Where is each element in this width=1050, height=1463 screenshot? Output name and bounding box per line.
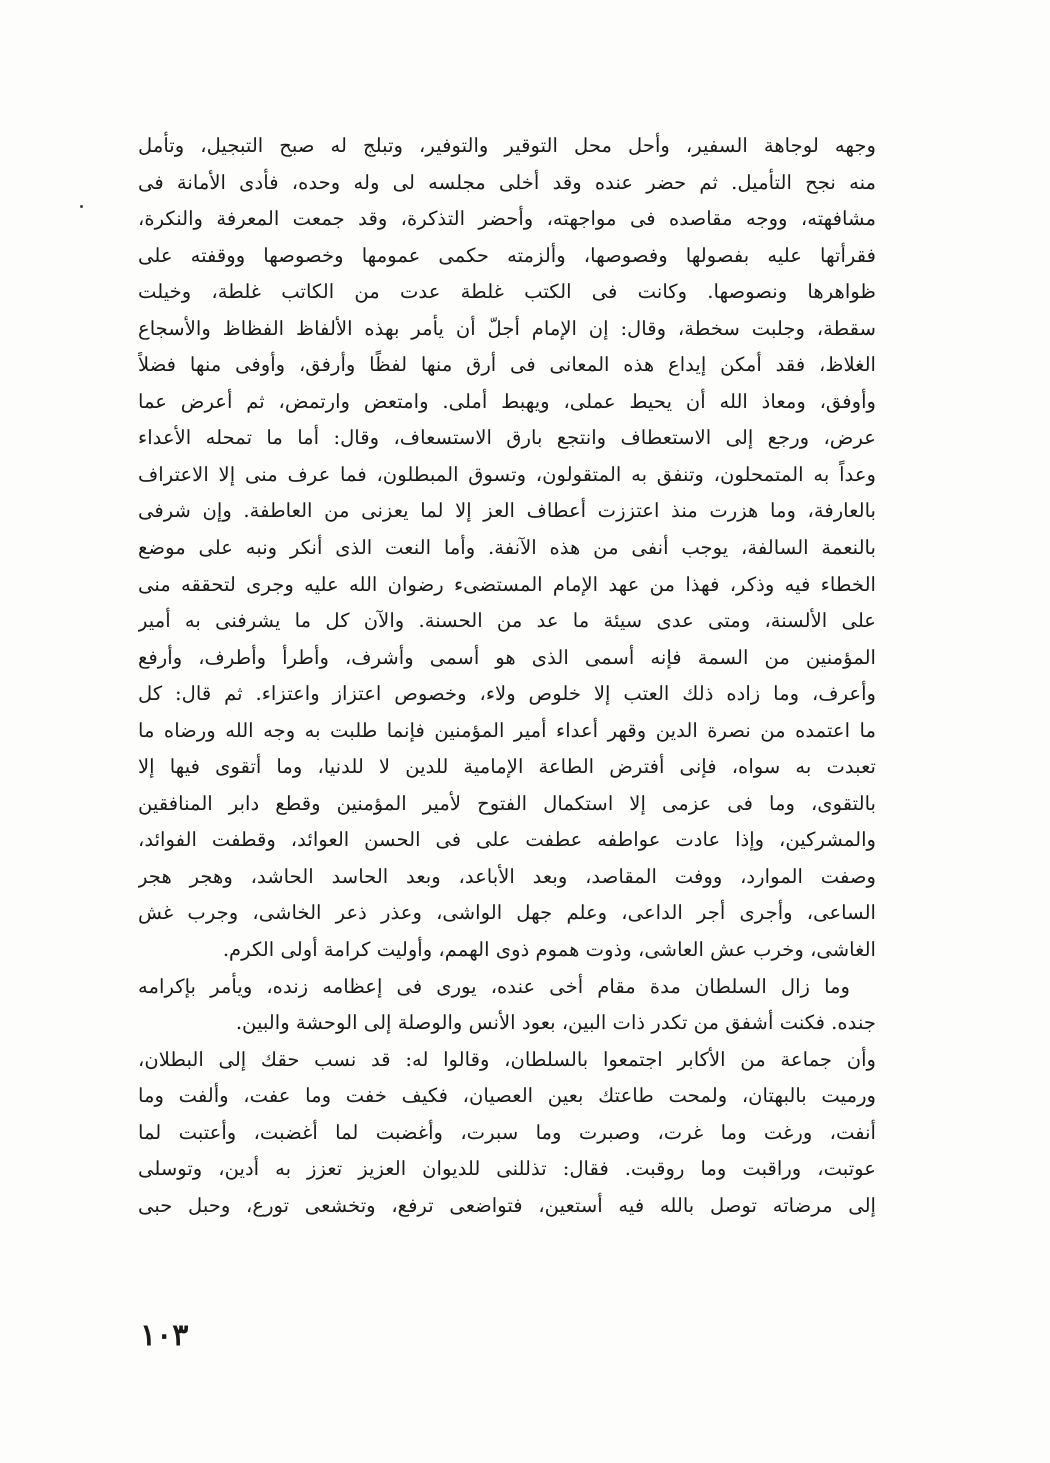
- text-line: وما زال السلطان مدة مقام أخى عنده، يورى فى إعظامه زنده، ويأمر بإكرامه: [138, 974, 850, 998]
- text-line: إلى مرضاته توصل بالله فيه أستعين، فتواضعى ترفع، وتخشعى تورع، وحبل حبى: [138, 1193, 876, 1217]
- text-line: وأن جماعة من الأكابر اجتمعوا بالسلطان، وقالوا له: قد نسب حقك إلى البطلان،: [138, 1047, 876, 1071]
- text-line: تعبدت به سواه، فإنى أفترض الطاعة الإمامية للدين لا للدنيا، وما أتقوى فيها إلا: [138, 755, 876, 779]
- text-line: الغاشى، وخرب عش العاشى، وذوت هموم ذوى الهمم، وأوليت كرامة أولى الكرم.: [222, 938, 876, 962]
- text-line: عرض، ورجع إلى الاستعطاف وانتجع بارق الاستسعاف، وقال: أما ما تمحله الأعداء: [138, 426, 876, 450]
- text-line: أنفت، ورغت وما غرت، وصبرت وما سبرت، وأغضبت لما أغضبت، وأعتبت لما: [138, 1120, 876, 1144]
- text-line: وأعرف، وما زاده ذلك العتب إلا خلوص ولاء، وخصوص اعتزاز واعتزاء. ثم قال: كل: [138, 682, 876, 706]
- text-line: وصفت الموارد، ووفت المقاصد، وبعد الأباعد، وبعد الحاسد الحاشد، وهجر هجر: [138, 864, 876, 888]
- text-line: والمشركين، وإذا عادت عواطفه عطفت على فى الحسن العوائد، وقطفت الفوائد،: [138, 828, 876, 852]
- text-line: المؤمنين من السمة فإنه أسمى الذى هو أسمى وأشرف، وأطرأ وأطرف، وأرفع: [138, 645, 876, 669]
- text-line: سقطة، وجلبت سخطة، وقال: إن الإمام أجلّ أن يأمر بهذه الألفاظ الفظاظ والأسجاع: [138, 316, 876, 340]
- text-line: بالنعمة السالفة، يوجب أنفى من هذه الآنفة. وأما النعت الذى أنكر ونبه على موضع: [138, 536, 876, 560]
- text-line: الغلاظ، فقد أمكن إيداع هذه المعانى فى أرق منها لفظًا وأرفق، وأوفى منها فضلاً: [138, 353, 876, 377]
- text-line: الخطاء فيه وذكر، فهذا من عهد الإمام المستضىء رضوان الله عليه وجرى لتحققه منى: [138, 572, 876, 596]
- text-line: منه نجح التأميل. ثم حضر عنده وقد أخلى مجلسه لى وله وحده، فأدى الأمانة فى: [138, 170, 876, 194]
- text-line: ظواهرها ونصوصها. وكانت فى الكتب غلطة عدت من الكاتب غلطة، وخيلت: [138, 280, 876, 304]
- body-text: [138, 128, 876, 1224]
- text-line: مشافهته، ووجه مقاصده فى مواجهته، وأحضر التذكرة، وقد جمعت المعرفة والنكرة،: [138, 207, 876, 231]
- text-line: ما اعتمده من نصرة الدين وقهر أعداء أمير المؤمنين فإنما طلبت به وجه الله ورضاه ما: [138, 718, 876, 742]
- text-line: على الألسنة، ومتى عدى سيئة ما عد من الحسنة. والآن كل ما يشرفنى به أمير: [138, 609, 876, 633]
- text-line: جنده. فكنت أشفق من تكدر ذات البين، بعود الأنس والوصلة إلى الوحشة والبين.: [235, 1011, 876, 1035]
- text-line: عوتبت، وراقبت وما روقبت. فقال: تذللنى للديوان العزيز تعزز به أدين، وتوسلى: [138, 1157, 876, 1181]
- scan-speck: [80, 205, 83, 208]
- text-line: الساعى، وأجرى أجر الداعى، وعلم جهل الواشى، وعذر ذعر الخاشى، وجرب غش: [138, 901, 876, 925]
- text-line: فقرأتها عليه بفصولها وفصوصها، وألزمته حكمى عمومها وخصوصها ووقفته على: [138, 243, 876, 267]
- text-line: بالتقوى، وما فى عزمى إلا استكمال الفتوح لأمير المؤمنين وقطع دابر المنافقين: [138, 791, 876, 815]
- page-number: ١٠٣: [140, 1318, 189, 1353]
- text-line: وعداً به المتمحلون، وتنفق به المتقولون، وتسوق المبطلون، فما عرف منى إلا الاعتراف: [138, 462, 876, 486]
- text-line: وأوفق، ومعاذ الله أن يحيط عملى، ويهبط أملى. وامتعض وارتمض، ثم أعرض عما: [138, 389, 876, 413]
- text-line: وجهه لوجاهة السفير، وأحل محل التوقير والتوفير، وتبلج له صبح التبجيل، وتأمل: [138, 134, 876, 157]
- text-line: بالعارفة، وما هزرت منذ اعتززت أعطاف العز إلا لما يعزنى من العاطفة. وإن شرفى: [138, 499, 876, 523]
- text-line: ورميت بالبهتان، ولمحت طاعتك بعين العصيان، فكيف خفت وما عفت، وألفت وما: [138, 1084, 876, 1108]
